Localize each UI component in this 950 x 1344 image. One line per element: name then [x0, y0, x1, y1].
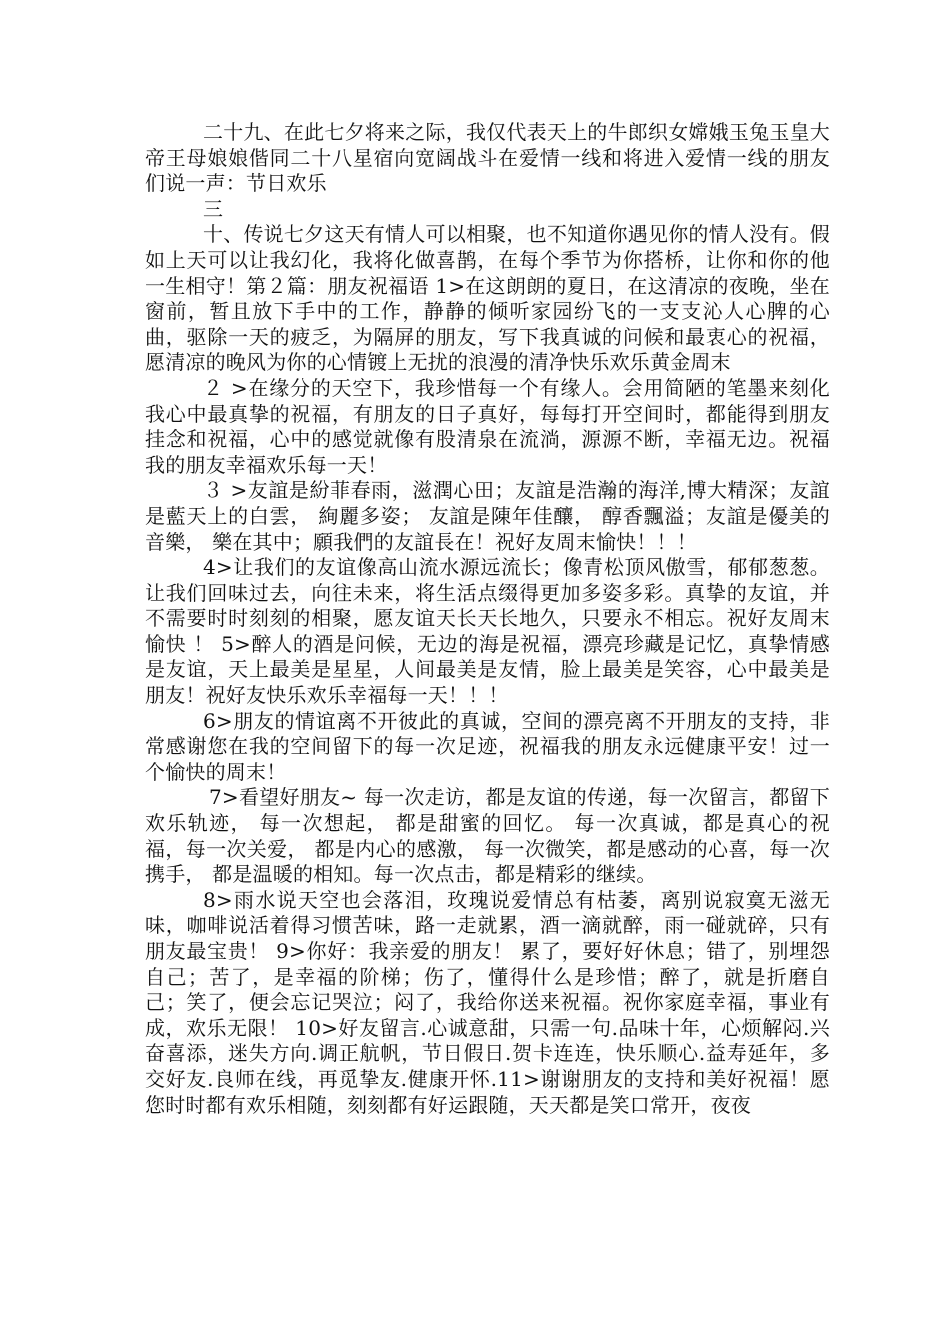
paragraph-30: 十、传说七夕这天有情人可以相聚，也不知道你遇见你的情人没有。假如上天可以让我幻化，我将化做喜鹊，在每个季节为你搭桥，让你和你的他一生相守！第２篇：朋友祝福语 1>在这朗朗的夏日，在这清凉的夜晚，坐在窗前，暂且放下手中的工作，静静的倾听家园纷飞的一支支沁人心脾的心曲，驱除一天的疲乏，为隔屏的朋友，写下我真诚的问候和最衷心的祝福，愿清凉的晚风为你的心情镀上无扰的浪漫的清净快乐欢乐黄金周末 [145, 222, 830, 375]
paragraph-wish-6: 6>朋友的情谊离不开彼此的真诚，空间的漂亮离不开朋友的支持，非常感谢您在我的空间留下的每一次足迹，祝福我的朋友永远健康平安！过一个愉快的周末！ [145, 708, 830, 784]
paragraph-wish-8-11: 8>雨水说天空也会落泪，玫瑰说爱情总有枯萎，离别说寂寞无滋无味，咖啡说活着得习惯苦味，路一走就累，酒一滴就醉，雨一碰就碎，只有朋友最宝贵！ 9>你好：我亲爱的朋友！ 累了，要好好休息；错了，别埋怨自己；苦了，是幸福的阶梯；伤了，懂得什么是珍惜；醉了，就是折磨自己；笑了，便会忘记哭泣；闷了，我给你送来祝福。祝你家庭幸福，事业有成，欢乐无限！ 10>好友留言.心诚意甜，只需一句.品味十年，心烦解闷.兴奋喜添，迷失方向.调正航帆，节日假日.贺卡连连，快乐顺心.益寿延年，多交好友.良师在线，再觅挚友.健康开怀.11>谢谢朋友的支持和美好祝福！愿您时时都有欢乐相随，刻刻都有好运跟随，天天都是笑口常开，夜夜 [145, 887, 830, 1117]
paragraph-29: 二十九、在此七夕将来之际，我仅代表天上的牛郎织女嫦娥玉兔玉皇大帝王母娘娘偕同二十八星宿向宽阔战斗在爱情一线和将进入爱情一线的朋友们说一声：节日欢乐 [145, 120, 830, 196]
paragraph-wish-4-5: 4>让我们的友谊像高山流水源远流长；像青松顶风傲雪，郁郁葱葱。让我们回味过去，向往未来，将生活点缀得更加多姿多彩。真挚的友谊，并不需要时时刻刻的相聚，愿友谊天长天长地久，只要永不相忘。祝好友周末愉快 ！ 5>醉人的酒是问候，无边的海是祝福，漂亮珍藏是记忆，真挚情感是友谊，天上最美是星星，人间最美是友情，脸上最美是笑容，心中最美是朋友！祝好友快乐欢乐幸福每一天！！！ [145, 555, 830, 708]
paragraph-wish-3: ３ >友誼是紛菲春雨，滋潤心田；友誼是浩瀚的海洋,博大精深；友誼是藍天上的白雲， 絢麗多姿； 友誼是陳年佳釀， 醇香飄溢；友誼是優美的音樂， 樂在其中；願我們的友誼長在！祝好友周末愉快！！！ [145, 478, 830, 554]
paragraph-wish-7: 7>看望好朋友~ 每一次走访，都是友谊的传递，每一次留言，都留下欢乐轨迹， 每一次想起， 都是甜蜜的回忆。 每一次真诚，都是真心的祝福，每一次关爱， 都是内心的感激， 每一次微笑，都是感动的心喜，每一次携手， 都是温暖的相知。每一次点击，都是精彩的继续。 [145, 785, 830, 887]
document-body [145, 120, 830, 1118]
paragraph-30-heading: 三 [203, 196, 224, 221]
paragraph-wish-2: ２ >在缘分的天空下，我珍惜每一个有缘人。会用简陋的笔墨来刻化我心中最真挚的祝福，有朋友的日子真好，每每打开空间时，都能得到朋友挂念和祝福，心中的感觉就像有股清泉在流淌，源源不断，幸福无边。祝福我的朋友幸福欢乐每一天！ [145, 375, 830, 477]
